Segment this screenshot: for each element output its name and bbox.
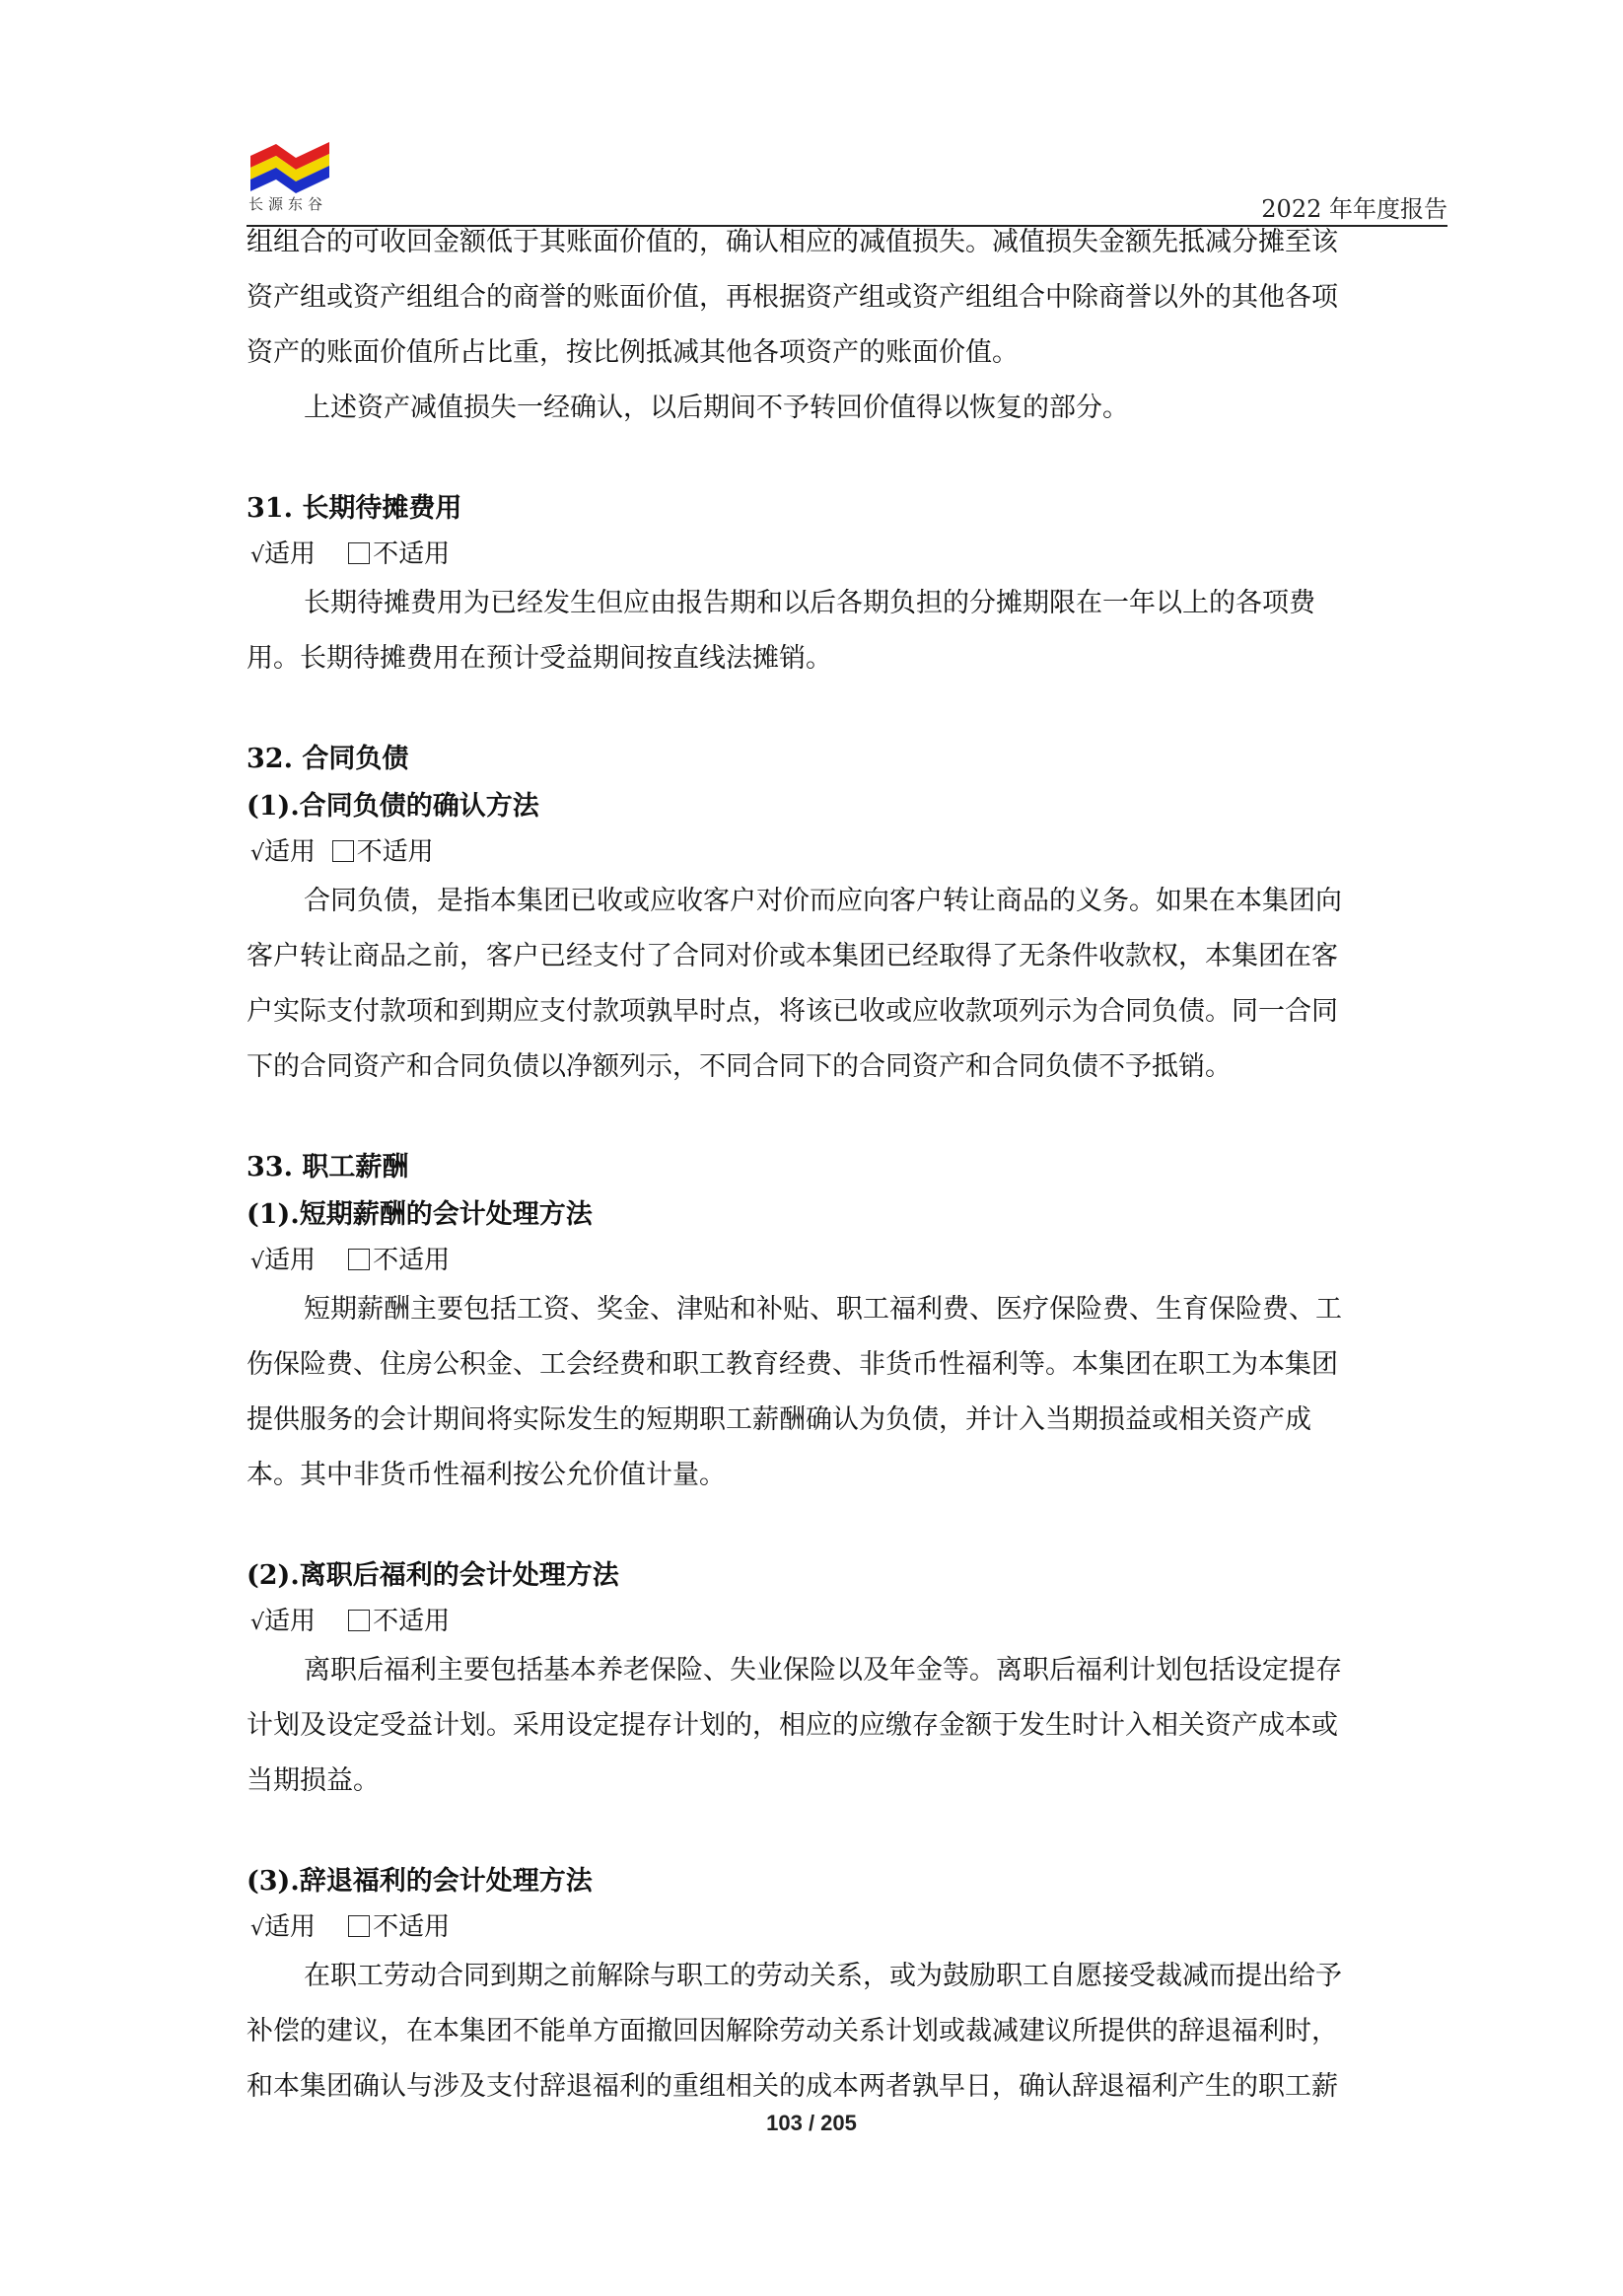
checkmark-icon: √ xyxy=(250,1250,265,1274)
body-text-line: 长期待摊费用为已经发生但应由报告期和以后各期负担的分摊期限在一年以上的各项费 xyxy=(304,588,1315,618)
report-title: 2022 年年度报告 xyxy=(1261,195,1447,223)
body-text-line: 计划及设定受益计划。采用设定提存计划的，相应的应缴存金额于发生时计入相关资产成本或 xyxy=(247,1710,1338,1741)
body-text-line: 补偿的建议，在本集团不能单方面撤回因解除劳动关系计划或裁减建议所提供的辞退福利时， xyxy=(247,2016,1338,2046)
section-32-subtitle: (1).合同负债的确认方法 xyxy=(247,791,539,822)
checkmark-icon: √ xyxy=(250,841,265,866)
body-text-line: 户实际支付款项和到期应支付款项孰早时点，将该已收或应收款项列示为合同负债。同一合同 xyxy=(247,996,1338,1027)
page-number: 103 / 205 xyxy=(766,2111,857,2135)
body-text-line: 和本集团确认与涉及支付辞退福利的重组相关的成本两者孰早日，确认辞退福利产生的职工薪 xyxy=(247,2071,1338,2102)
checkmark-icon: √ xyxy=(250,543,265,568)
body-text-line: 用。长期待摊费用在预计受益期间按直线法摊销。 xyxy=(247,643,832,674)
section-33-subtitle-2: (2).离职后福利的会计处理方法 xyxy=(247,1560,619,1591)
body-text-line: 伤保险费、住房公积金、工会经费和职工教育经费、非货币性福利等。本集团在职工为本集团 xyxy=(247,1349,1338,1380)
company-logo-text: 长源东谷 xyxy=(248,195,328,213)
body-text-line: 组组合的可收回金额低于其账面价值的，确认相应的减值损失。减值损失金额先抵减分摊至该 xyxy=(247,227,1338,257)
body-text-line: 合同负债，是指本集团已收或应收客户对价而应向客户转让商品的义务。如果在本集团向 xyxy=(304,886,1342,916)
empty-checkbox-icon xyxy=(348,542,370,564)
body-text-line: 下的合同资产和合同负债以净额列示，不同合同下的合同资产和合同负债不予抵销。 xyxy=(247,1051,1232,1082)
not-applicable-label: 不适用 xyxy=(373,1246,451,1275)
body-text-line: 客户转让商品之前，客户已经支付了合同对价或本集团已经取得了无条件收款权，本集团在客 xyxy=(247,941,1338,971)
section-31-title: 31. 长期待摊费用 xyxy=(247,493,462,524)
empty-checkbox-icon xyxy=(348,1249,370,1270)
page-header xyxy=(247,128,1447,227)
body-text-line: 在职工劳动合同到期之前解除与职工的劳动关系，或为鼓励职工自愿接受裁减而提出给予 xyxy=(304,1961,1342,1991)
section-33-subtitle-3: (3).辞退福利的会计处理方法 xyxy=(247,1866,593,1897)
body-text-line: 上述资产减值损失一经确认，以后期间不予转回价值得以恢复的部分。 xyxy=(304,393,1129,423)
body-text-line: 短期薪酬主要包括工资、奖金、津贴和补贴、职工福利费、医疗保险费、生育保险费、工 xyxy=(304,1294,1342,1325)
body-text-line: 当期损益。 xyxy=(247,1765,380,1796)
body-text-line: 离职后福利主要包括基本养老保险、失业保险以及年金等。离职后福利计划包括设定提存 xyxy=(304,1655,1342,1686)
body-text-line: 本。其中非货币性福利按公允价值计量。 xyxy=(247,1460,726,1490)
empty-checkbox-icon xyxy=(348,1915,370,1937)
checkmark-icon: √ xyxy=(250,1916,265,1941)
applicable-options xyxy=(247,533,1430,576)
section-33-title: 33. 职工薪酬 xyxy=(247,1152,409,1183)
not-applicable-label: 不适用 xyxy=(373,1912,451,1942)
empty-checkbox-icon xyxy=(332,840,354,862)
applicable-label: 适用 xyxy=(264,1607,317,1636)
applicable-options xyxy=(247,1239,1430,1282)
section-32-title: 32. 合同负债 xyxy=(247,744,409,774)
applicable-options xyxy=(247,1905,1430,1949)
applicable-label: 适用 xyxy=(264,1912,317,1942)
not-applicable-label: 不适用 xyxy=(373,539,451,569)
body-text-line: 资产组或资产组组合的商誉的账面价值，再根据资产组或资产组组合中除商誉以外的其他各项 xyxy=(247,282,1338,313)
applicable-label: 适用 xyxy=(264,539,317,569)
checkmark-icon: √ xyxy=(250,1611,265,1635)
document-body xyxy=(247,215,1430,2115)
section-33-subtitle-1: (1).短期薪酬的会计处理方法 xyxy=(247,1199,593,1230)
applicable-label: 适用 xyxy=(264,837,317,867)
not-applicable-label: 不适用 xyxy=(373,1607,451,1636)
body-text-line: 提供服务的会计期间将实际发生的短期职工薪酬确认为负债，并计入当期损益或相关资产成 xyxy=(247,1404,1311,1435)
empty-checkbox-icon xyxy=(348,1610,370,1631)
body-text-line: 资产的账面价值所占比重，按比例抵减其他各项资产的账面价值。 xyxy=(247,337,1019,368)
not-applicable-label: 不适用 xyxy=(356,837,434,867)
applicable-options xyxy=(247,1600,1430,1643)
applicable-label: 适用 xyxy=(264,1246,317,1275)
applicable-options xyxy=(247,830,1430,874)
